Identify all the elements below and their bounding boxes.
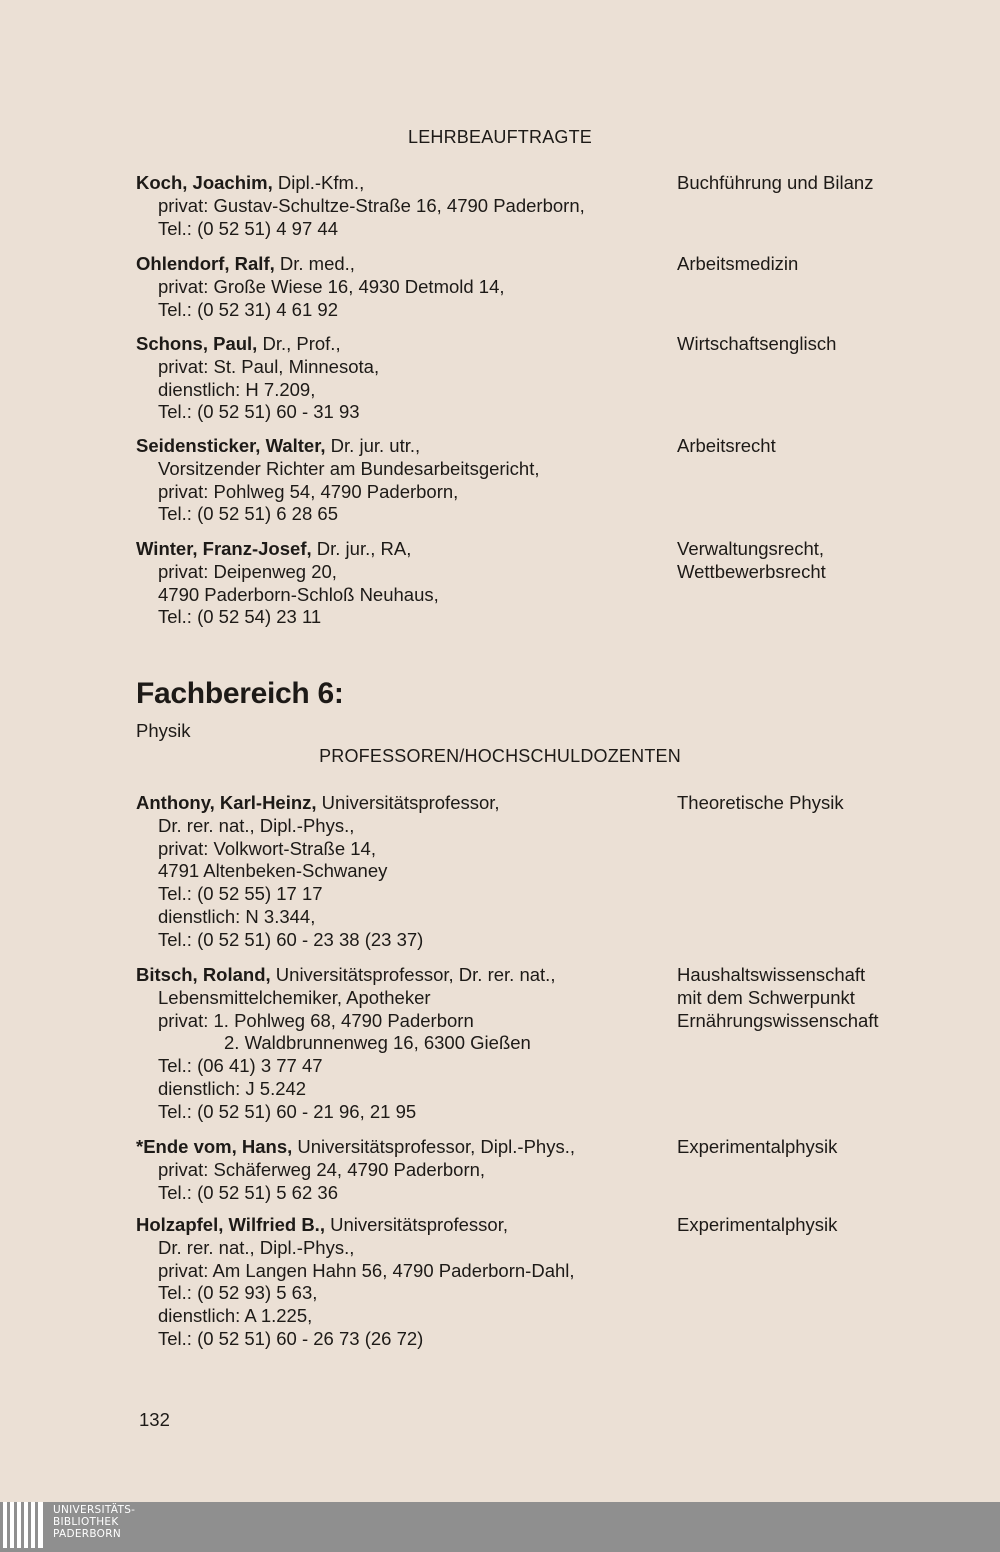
address-line: privat: 1. Pohlweg 68, 4790 Paderborn: [158, 1009, 474, 1031]
office-line: dienstlich: J 5.242: [158, 1077, 307, 1099]
address-line: privat: Am Langen Hahn 56, 4790 Paderborn-Dahl,: [158, 1259, 575, 1281]
person-title: Dipl.-Kfm.,: [272, 172, 365, 193]
person-name: Anthony, Karl-Heinz,: [136, 792, 317, 813]
phone-line: Tel.: (0 52 93) 5 63,: [158, 1282, 318, 1304]
degree-line: Dr. rer. nat., Dipl.-Phys.,: [158, 814, 355, 836]
office-line: dienstlich: N 3.344,: [158, 905, 316, 927]
person-name: Winter, Franz-Josef,: [136, 538, 312, 559]
person-title: Universitätsprofessor, Dipl.-Phys.,: [292, 1136, 575, 1157]
library-logo-icon: [3, 1502, 45, 1548]
address-line: privat: Pohlweg 54, 4790 Paderborn,: [158, 480, 459, 502]
person-name: Schons, Paul,: [136, 333, 258, 354]
address-line: privat: Volkwort-Straße 14,: [158, 837, 376, 859]
subject-label: Haushaltswissenschaft: [677, 964, 866, 985]
phone-line: Tel.: (0 52 55) 17 17: [158, 883, 323, 905]
section-heading-professoren: PROFESSOREN/HOCHSCHULDOZENTEN: [319, 746, 681, 766]
phone-line: Tel.: (0 52 31) 4 61 92: [158, 298, 338, 320]
faculty-subject: Physik: [136, 720, 191, 741]
address-line: privat: Deipenweg 20,: [158, 560, 337, 582]
person-title: Dr., Prof.,: [257, 333, 341, 354]
phone-line: Tel.: (0 52 51) 60 - 23 38 (23 37): [158, 928, 424, 950]
address-line: 2. Waldbrunnenweg 16, 6300 Gießen: [224, 1032, 531, 1054]
phone-line: Tel.: (0 52 51) 4 97 44: [158, 217, 338, 239]
person-title: Universitätsprofessor,: [316, 792, 500, 813]
position-line: Vorsitzender Richter am Bundesarbeitsgericht,: [158, 457, 540, 479]
person-title: Universitätsprofessor, Dr. rer. nat.,: [270, 964, 556, 985]
library-footer-bar: [0, 1502, 1000, 1552]
person-title: Dr. med.,: [274, 253, 355, 274]
subject-label: Arbeitsrecht: [677, 435, 776, 456]
degree-line: Dr. rer. nat., Dipl.-Phys.,: [158, 1236, 355, 1258]
section-heading-lehrbeauftragte: LEHRBEAUFTRAGTE: [407, 127, 593, 147]
address-line: privat: Schäferweg 24, 4790 Paderborn,: [158, 1158, 486, 1180]
subject-label: Wettbewerbsrecht: [677, 560, 826, 582]
phone-line: Tel.: (0 52 54) 23 11: [158, 606, 322, 628]
person-name: Holzapfel, Wilfried B.,: [136, 1214, 325, 1235]
person-name: Ohlendorf, Ralf,: [136, 253, 275, 274]
address-line: privat: Große Wiese 16, 4930 Detmold 14,: [158, 275, 505, 297]
library-name: UNIVERSITÄTS- BIBLIOTHEK PADERBORN: [53, 1504, 136, 1540]
address-line: 4791 Altenbeken-Schwaney: [158, 860, 388, 882]
subject-label: Experimentalphysik: [677, 1136, 838, 1157]
subject-label: Buchführung und Bilanz: [677, 172, 874, 193]
person-name: Seidensticker, Walter,: [136, 435, 326, 456]
office-line: dienstlich: A 1.225,: [158, 1305, 313, 1327]
subject-label: Ernährungswissenschaft: [677, 1009, 879, 1031]
phone-line: Tel.: (0 52 51) 5 62 36: [158, 1181, 338, 1203]
office-line: dienstlich: H 7.209,: [158, 378, 316, 400]
phone-line: Tel.: (0 52 51) 60 - 21 96, 21 95: [158, 1100, 417, 1122]
address-line: 4790 Paderborn-Schloß Neuhaus,: [158, 583, 439, 605]
subject-label: Theoretische Physik: [677, 792, 844, 813]
subject-label: Wirtschaftsenglisch: [677, 333, 837, 354]
address-line: privat: St. Paul, Minnesota,: [158, 355, 380, 377]
page-number: 132: [139, 1409, 170, 1430]
phone-line: Tel.: (06 41) 3 77 47: [158, 1055, 323, 1077]
subject-label: Verwaltungsrecht,: [677, 538, 825, 559]
phone-line: Tel.: (0 52 51) 60 - 26 73 (26 72): [158, 1327, 424, 1349]
phone-line: Tel.: (0 52 51) 60 - 31 93: [158, 401, 360, 423]
phone-line: Tel.: (0 52 51) 6 28 65: [158, 503, 338, 525]
faculty-title: Fachbereich 6:: [136, 677, 344, 710]
subject-label: Arbeitsmedizin: [677, 253, 799, 274]
address-line: privat: Gustav-Schultze-Straße 16, 4790 Paderborn,: [158, 194, 585, 216]
subject-label: mit dem Schwerpunkt: [677, 986, 855, 1008]
person-name: *Ende vom, Hans,: [136, 1136, 293, 1157]
person-name: Bitsch, Roland,: [136, 964, 271, 985]
person-title: Dr. jur., RA,: [311, 538, 412, 559]
subject-label: Experimentalphysik: [677, 1214, 838, 1235]
person-title: Dr. jur. utr.,: [325, 435, 421, 456]
person-name: Koch, Joachim,: [136, 172, 273, 193]
profession-line: Lebensmittelchemiker, Apotheker: [158, 986, 431, 1008]
person-title: Universitätsprofessor,: [324, 1214, 508, 1235]
